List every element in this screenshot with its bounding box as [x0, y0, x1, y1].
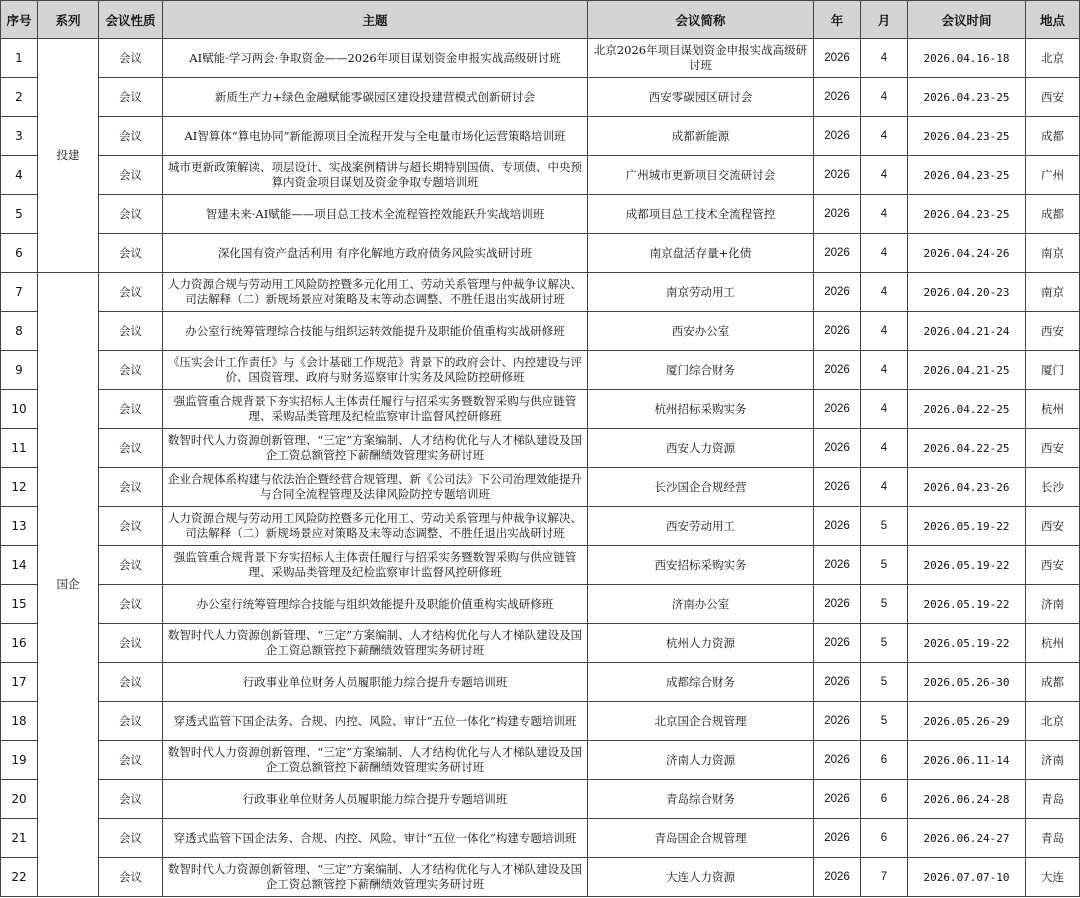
table-row	[1, 273, 1080, 312]
table-row	[1, 858, 1080, 897]
meeting-place: 西安	[1026, 429, 1080, 468]
row-number: 7	[1, 273, 38, 312]
meeting-short-name: 成都新能源	[588, 117, 814, 156]
series-cell: 投建	[38, 39, 99, 273]
row-number: 21	[1, 819, 38, 858]
row-number: 19	[1, 741, 38, 780]
meeting-topic: 穿透式监管下国企法务、合规、内控、风险、审计“五位一体化”构建专题培训班	[163, 702, 588, 741]
meeting-topic: 数智时代人力资源创新管理、“三定”方案编制、人才结构优化与人才梯队建设及国企工资总额管控下薪酬绩效管理实务研讨班	[163, 429, 588, 468]
meeting-topic: 数智时代人力资源创新管理、“三定”方案编制、人才结构优化与人才梯队建设及国企工资总额管控下薪酬绩效管理实务研讨班	[163, 858, 588, 897]
meeting-topic: 办公室行统筹管理综合技能与组织运转效能提升及职能价值重构实战研修班	[163, 312, 588, 351]
table-row	[1, 117, 1080, 156]
row-number: 16	[1, 624, 38, 663]
meeting-nature: 会议	[99, 390, 163, 429]
row-number: 22	[1, 858, 38, 897]
table-row	[1, 429, 1080, 468]
meeting-short-name: 北京2026年项目谋划资金申报实战高级研讨班	[588, 39, 814, 78]
meeting-short-name: 西安人力资源	[588, 429, 814, 468]
header-no: 序号	[1, 1, 38, 39]
meeting-month: 7	[861, 858, 908, 897]
meeting-month: 5	[861, 624, 908, 663]
meeting-place: 大连	[1026, 858, 1080, 897]
table-row	[1, 312, 1080, 351]
meeting-place: 成都	[1026, 663, 1080, 702]
header-series: 系列	[38, 1, 99, 39]
meeting-topic: 人力资源合规与劳动用工风险防控暨多元化用工、劳动关系管理与仲裁争议解决、司法解释（二）新规场景应对策略及末等动态调整、不胜任退出实战研讨班	[163, 507, 588, 546]
meeting-year: 2026	[814, 624, 861, 663]
row-number: 10	[1, 390, 38, 429]
meeting-topic: 办公室行统筹管理综合技能与组织效能提升及职能价值重构实战研修班	[163, 585, 588, 624]
meeting-date: 2026.04.23-25	[908, 156, 1026, 195]
meeting-place: 济南	[1026, 741, 1080, 780]
meeting-place: 南京	[1026, 234, 1080, 273]
meeting-short-name: 长沙国企合规经营	[588, 468, 814, 507]
meeting-year: 2026	[814, 468, 861, 507]
meeting-nature: 会议	[99, 78, 163, 117]
meeting-month: 6	[861, 741, 908, 780]
meeting-topic: AI智算体“算电协同”新能源项目全流程开发与全电量市场化运营策略培训班	[163, 117, 588, 156]
meeting-place: 南京	[1026, 273, 1080, 312]
table-row	[1, 39, 1080, 78]
meeting-year: 2026	[814, 780, 861, 819]
meeting-year: 2026	[814, 39, 861, 78]
meeting-date: 2026.07.07-10	[908, 858, 1026, 897]
header-row	[1, 1, 1080, 39]
table-row	[1, 195, 1080, 234]
meeting-date: 2026.05.26-30	[908, 663, 1026, 702]
meeting-date: 2026.04.23-25	[908, 195, 1026, 234]
meeting-topic: 数智时代人力资源创新管理、“三定”方案编制、人才结构优化与人才梯队建设及国企工资总额管控下薪酬绩效管理实务研讨班	[163, 624, 588, 663]
meeting-year: 2026	[814, 702, 861, 741]
meeting-nature: 会议	[99, 234, 163, 273]
meeting-date: 2026.04.21-25	[908, 351, 1026, 390]
meeting-year: 2026	[814, 195, 861, 234]
meeting-date: 2026.06.24-28	[908, 780, 1026, 819]
meeting-date: 2026.06.24-27	[908, 819, 1026, 858]
meeting-topic: 新质生产力+绿色金融赋能零碳园区建设投建营模式创新研讨会	[163, 78, 588, 117]
meeting-place: 厦门	[1026, 351, 1080, 390]
meeting-nature: 会议	[99, 624, 163, 663]
row-number: 20	[1, 780, 38, 819]
meeting-year: 2026	[814, 351, 861, 390]
table-row	[1, 624, 1080, 663]
meeting-date: 2026.04.20-23	[908, 273, 1026, 312]
meeting-date: 2026.04.24-26	[908, 234, 1026, 273]
row-number: 2	[1, 78, 38, 117]
meeting-short-name: 厦门综合财务	[588, 351, 814, 390]
meeting-nature: 会议	[99, 195, 163, 234]
meeting-place: 西安	[1026, 546, 1080, 585]
meeting-month: 4	[861, 117, 908, 156]
meeting-month: 5	[861, 507, 908, 546]
meeting-nature: 会议	[99, 819, 163, 858]
meeting-short-name: 南京劳动用工	[588, 273, 814, 312]
row-number: 13	[1, 507, 38, 546]
meeting-year: 2026	[814, 585, 861, 624]
header-topic: 主题	[163, 1, 588, 39]
meeting-date: 2026.05.19-22	[908, 546, 1026, 585]
meeting-short-name: 大连人力资源	[588, 858, 814, 897]
meeting-topic: 《压实会计工作责任》与《会计基础工作规范》背景下的政府会计、内控建设与评价、国资管理、政府与财务巡察审计实务及风险防控研修班	[163, 351, 588, 390]
meeting-short-name: 西安零碳园区研讨会	[588, 78, 814, 117]
meeting-date: 2026.04.23-25	[908, 117, 1026, 156]
meeting-place: 杭州	[1026, 624, 1080, 663]
meeting-topic: 城市更新政策解读、项层设计、实战案例精讲与超长期特别国债、专项债、中央预算内资金项目谋划及资金争取专题培训班	[163, 156, 588, 195]
row-number: 9	[1, 351, 38, 390]
meeting-date: 2026.04.23-26	[908, 468, 1026, 507]
meeting-place: 济南	[1026, 585, 1080, 624]
meeting-nature: 会议	[99, 468, 163, 507]
meeting-date: 2026.05.19-22	[908, 507, 1026, 546]
meeting-topic: 行政事业单位财务人员履职能力综合提升专题培训班	[163, 663, 588, 702]
meeting-topic: 强监管重合规背景下夯实招标人主体责任履行与招采实务暨数智采购与供应链管理、采购品类管理及纪检监察审计监督风控研修班	[163, 390, 588, 429]
meeting-month: 4	[861, 78, 908, 117]
row-number: 17	[1, 663, 38, 702]
meeting-date: 2026.05.19-22	[908, 624, 1026, 663]
meeting-nature: 会议	[99, 546, 163, 585]
meeting-month: 5	[861, 663, 908, 702]
row-number: 15	[1, 585, 38, 624]
meeting-year: 2026	[814, 390, 861, 429]
meeting-month: 5	[861, 585, 908, 624]
meeting-short-name: 杭州人力资源	[588, 624, 814, 663]
meeting-month: 4	[861, 273, 908, 312]
table-row	[1, 78, 1080, 117]
meeting-topic: 智建未来·AI赋能——项目总工技术全流程管控效能跃升实战培训班	[163, 195, 588, 234]
meeting-date: 2026.04.22-25	[908, 429, 1026, 468]
series-cell: 国企	[38, 273, 99, 897]
header-date: 会议时间	[908, 1, 1026, 39]
meeting-place: 西安	[1026, 507, 1080, 546]
meeting-nature: 会议	[99, 741, 163, 780]
meeting-month: 4	[861, 234, 908, 273]
meeting-short-name: 杭州招标采购实务	[588, 390, 814, 429]
meeting-month: 5	[861, 546, 908, 585]
meeting-month: 4	[861, 195, 908, 234]
meeting-nature: 会议	[99, 429, 163, 468]
table-row	[1, 468, 1080, 507]
meeting-month: 4	[861, 351, 908, 390]
row-number: 18	[1, 702, 38, 741]
meeting-short-name: 济南人力资源	[588, 741, 814, 780]
meeting-month: 4	[861, 429, 908, 468]
meeting-short-name: 成都项目总工技术全流程管控	[588, 195, 814, 234]
meeting-month: 4	[861, 39, 908, 78]
table-row	[1, 234, 1080, 273]
meeting-nature: 会议	[99, 702, 163, 741]
meeting-short-name: 西安办公室	[588, 312, 814, 351]
meeting-year: 2026	[814, 312, 861, 351]
table-row	[1, 819, 1080, 858]
meeting-short-name: 西安劳动用工	[588, 507, 814, 546]
meeting-nature: 会议	[99, 780, 163, 819]
meeting-year: 2026	[814, 429, 861, 468]
meeting-topic: 企业合规体系构建与依法治企暨经营合规管理、新《公司法》下公司治理效能提升与合同全流程管理及法律风险防控专题培训班	[163, 468, 588, 507]
meeting-month: 4	[861, 390, 908, 429]
meeting-topic: 人力资源合规与劳动用工风险防控暨多元化用工、劳动关系管理与仲裁争议解决、司法解释（二）新规场景应对策略及末等动态调整、不胜任退出实战研讨班	[163, 273, 588, 312]
meeting-date: 2026.04.21-24	[908, 312, 1026, 351]
row-number: 4	[1, 156, 38, 195]
header-year: 年	[814, 1, 861, 39]
table-row	[1, 156, 1080, 195]
meeting-month: 4	[861, 468, 908, 507]
meeting-place: 成都	[1026, 117, 1080, 156]
meeting-short-name: 济南办公室	[588, 585, 814, 624]
table-row	[1, 507, 1080, 546]
meeting-month: 6	[861, 819, 908, 858]
meeting-nature: 会议	[99, 351, 163, 390]
meeting-date: 2026.05.19-22	[908, 585, 1026, 624]
meeting-topic: 行政事业单位财务人员履职能力综合提升专题培训班	[163, 780, 588, 819]
meeting-short-name: 成都综合财务	[588, 663, 814, 702]
meeting-short-name: 北京国企合规管理	[588, 702, 814, 741]
meeting-nature: 会议	[99, 312, 163, 351]
meeting-year: 2026	[814, 741, 861, 780]
meeting-nature: 会议	[99, 663, 163, 702]
meeting-place: 青岛	[1026, 819, 1080, 858]
meeting-year: 2026	[814, 273, 861, 312]
row-number: 12	[1, 468, 38, 507]
meeting-year: 2026	[814, 78, 861, 117]
row-number: 11	[1, 429, 38, 468]
meeting-nature: 会议	[99, 273, 163, 312]
header-short-name: 会议简称	[588, 1, 814, 39]
meeting-year: 2026	[814, 663, 861, 702]
meeting-short-name: 青岛国企合规管理	[588, 819, 814, 858]
table-row	[1, 390, 1080, 429]
meeting-short-name: 西安招标采购实务	[588, 546, 814, 585]
meeting-topic: AI赋能·学习两会·争取资金——2026年项目谋划资金申报实战高级研讨班	[163, 39, 588, 78]
table-row	[1, 546, 1080, 585]
table-body	[1, 39, 1080, 897]
table-row	[1, 663, 1080, 702]
meeting-place: 广州	[1026, 156, 1080, 195]
meeting-date: 2026.05.26-29	[908, 702, 1026, 741]
meeting-place: 成都	[1026, 195, 1080, 234]
meeting-year: 2026	[814, 858, 861, 897]
row-number: 5	[1, 195, 38, 234]
meeting-year: 2026	[814, 819, 861, 858]
meeting-month: 6	[861, 780, 908, 819]
meeting-year: 2026	[814, 546, 861, 585]
meeting-place: 西安	[1026, 78, 1080, 117]
meeting-date: 2026.04.22-25	[908, 390, 1026, 429]
meeting-place: 青岛	[1026, 780, 1080, 819]
meeting-nature: 会议	[99, 156, 163, 195]
meeting-month: 4	[861, 156, 908, 195]
meeting-month: 4	[861, 312, 908, 351]
row-number: 3	[1, 117, 38, 156]
row-number: 14	[1, 546, 38, 585]
meeting-year: 2026	[814, 117, 861, 156]
table-row	[1, 702, 1080, 741]
meeting-topic: 穿透式监管下国企法务、合规、内控、风险、审计“五位一体化”构建专题培训班	[163, 819, 588, 858]
meeting-place: 长沙	[1026, 468, 1080, 507]
meeting-nature: 会议	[99, 585, 163, 624]
header-place: 地点	[1026, 1, 1080, 39]
meeting-short-name: 青岛综合财务	[588, 780, 814, 819]
meeting-nature: 会议	[99, 117, 163, 156]
meeting-nature: 会议	[99, 39, 163, 78]
meeting-date: 2026.06.11-14	[908, 741, 1026, 780]
meeting-year: 2026	[814, 156, 861, 195]
table-row	[1, 351, 1080, 390]
table-row	[1, 585, 1080, 624]
header-month: 月	[861, 1, 908, 39]
meeting-nature: 会议	[99, 858, 163, 897]
meeting-year: 2026	[814, 234, 861, 273]
meeting-place: 杭州	[1026, 390, 1080, 429]
meeting-topic: 数智时代人力资源创新管理、“三定”方案编制、人才结构优化与人才梯队建设及国企工资总额管控下薪酬绩效管理实务研讨班	[163, 741, 588, 780]
meeting-year: 2026	[814, 507, 861, 546]
meeting-short-name: 广州城市更新项目交流研讨会	[588, 156, 814, 195]
row-number: 8	[1, 312, 38, 351]
meeting-month: 5	[861, 702, 908, 741]
table-row	[1, 741, 1080, 780]
meeting-topic: 强监管重合规背景下夯实招标人主体责任履行与招采实务暨数智采购与供应链管理、采购品类管理及纪检监察审计监督风控研修班	[163, 546, 588, 585]
meeting-date: 2026.04.16-18	[908, 39, 1026, 78]
meeting-nature: 会议	[99, 507, 163, 546]
meeting-place: 北京	[1026, 39, 1080, 78]
table-row	[1, 780, 1080, 819]
header-nature: 会议性质	[99, 1, 163, 39]
meeting-short-name: 南京盘活存量+化债	[588, 234, 814, 273]
meeting-place: 北京	[1026, 702, 1080, 741]
meeting-place: 西安	[1026, 312, 1080, 351]
meeting-topic: 深化国有资产盘活利用 有序化解地方政府债务风险实战研讨班	[163, 234, 588, 273]
row-number: 1	[1, 39, 38, 78]
row-number: 6	[1, 234, 38, 273]
meeting-date: 2026.04.23-25	[908, 78, 1026, 117]
